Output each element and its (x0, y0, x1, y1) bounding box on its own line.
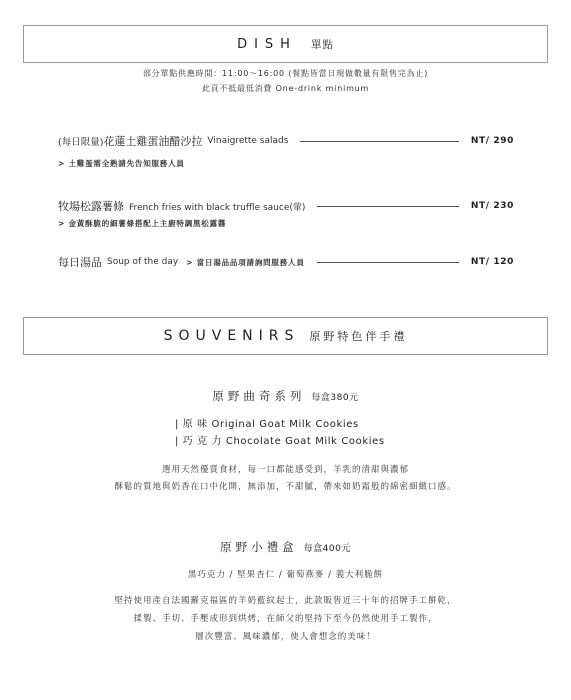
cookies-heading (0, 385, 571, 404)
leader-line (300, 141, 458, 142)
leader-line (317, 262, 459, 263)
giftbox-description-line: 堅持使用產自法國羅克福區的羊奶藍紋起士，此款販售近三十年的招牌手工餅乾， (114, 596, 457, 606)
dish-name: 每日湯品 (58, 256, 102, 269)
product-price: 每盒380元 (311, 393, 359, 403)
minimum-charge-note: 此頁不抵最低消費 One-drink minimum (201, 84, 370, 93)
leader-line (317, 206, 459, 207)
dish-note: > 當日湯品品項請詢問服務人員 (186, 257, 305, 267)
giftbox-description-line: 揉製、手切、手壓成形到烘烤，在師父的堅持下至今仍然使用手工製作， (133, 614, 438, 624)
dish-price: NT/ 230 (470, 201, 514, 211)
giftbox-heading (0, 536, 571, 555)
dish-item-salad (58, 133, 514, 149)
dish-item-soup (58, 254, 514, 270)
cookie-variant-chocolate: | 巧 克 力 Chocolate Goat Milk Cookies (175, 436, 385, 447)
dish-price: NT/ 120 (470, 257, 514, 267)
dish-english-name: Vinaigrette salads (207, 136, 289, 146)
dish-note: > 金黃酥脆的細薯條搭配上主廚特調黑松露醬 (58, 219, 227, 228)
dish-note: > 土雞蛋需全熟請先告知服務人員 (58, 159, 185, 168)
dish-price: NT/ 290 (470, 136, 514, 146)
souvenirs-title: SOUVENIRS (163, 328, 300, 344)
dish-name: 花蓮土雞蛋油醋沙拉 (103, 135, 203, 148)
dish-header (23, 25, 548, 63)
souvenirs-title-cjk: 原野特色伴手禮 (309, 330, 408, 343)
product-price: 每盒400元 (303, 544, 351, 554)
cookies-description-line: 酥鬆的質地與奶香在口中化開，無添加，不甜膩，帶來如奶霜般的綿密細緻口感。 (114, 482, 457, 492)
souvenirs-header (23, 317, 548, 355)
dish-english-name: Soup of the day (107, 257, 179, 267)
cookies-description-line: 選用天然優質食材，每一口都能感受到，羊乳的清甜與濃郁 (161, 465, 409, 475)
product-title: 原野曲奇系列 (212, 389, 306, 403)
daily-limited-tag: (每日限量) (58, 137, 104, 148)
dish-title-cjk: 單點 (310, 38, 334, 51)
dish-english-name: French fries with black truffle sauce(葷) (129, 202, 306, 213)
cookie-variant-original: | 原 味 Original Goat Milk Cookies (175, 419, 359, 430)
giftbox-description-line: 層次豐富、風味濃郁，使人會想念的美味！ (195, 632, 376, 642)
product-title: 原野小禮盒 (220, 540, 298, 554)
service-hours: 部分單點供應時間：11:00〜16:00 (餐點皆當日現做數量有限售完為止) (142, 69, 429, 78)
dish-item-fries (58, 198, 514, 214)
dish-name: 牧場松露薯條 (58, 200, 124, 213)
dish-title: DISH (237, 36, 297, 52)
giftbox-flavors: 黑巧克力 / 堅果杏仁 / 葡萄燕麥 / 義大利脆餅 (187, 570, 384, 580)
